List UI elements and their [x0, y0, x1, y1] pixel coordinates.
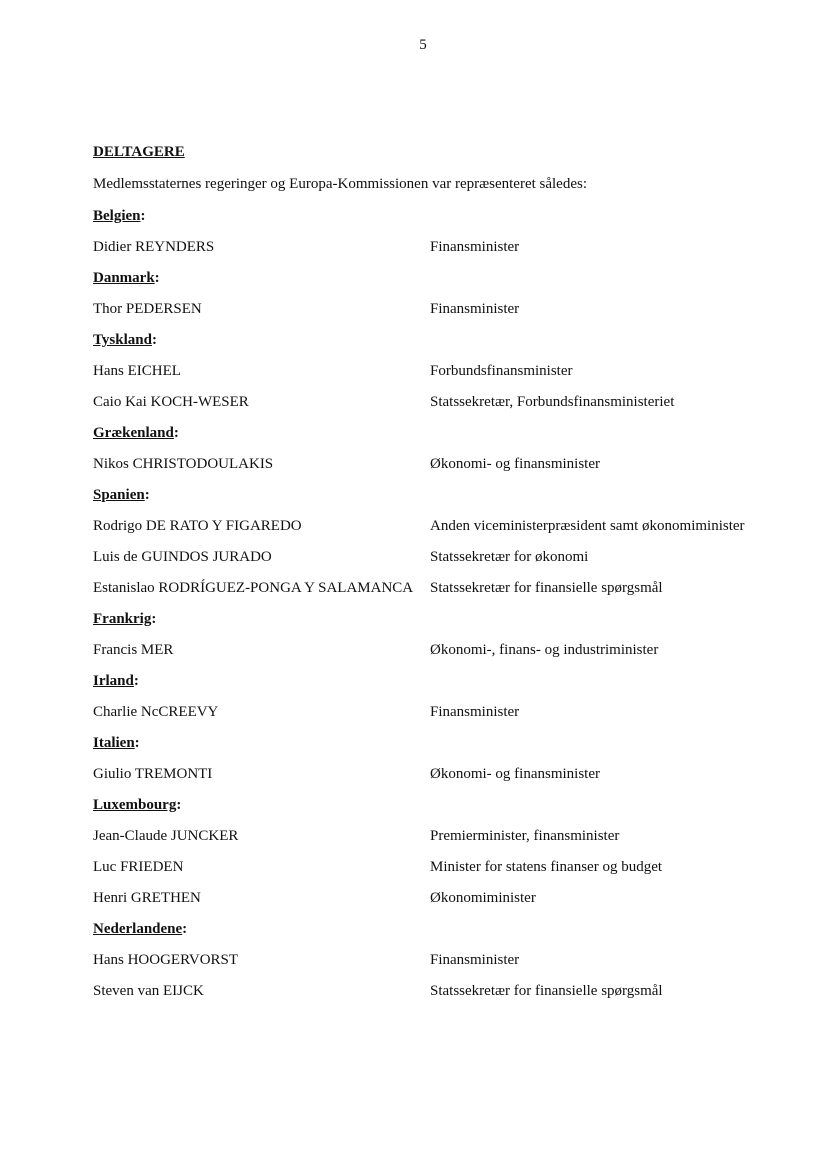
participant-role: Økonomi-, finans- og industriminister: [430, 642, 659, 658]
participant-role: Finansminister: [430, 239, 520, 255]
participant-role: Forbundsfinansminister: [430, 363, 573, 379]
participant-role: Statssekretær for finansielle spørgsmål: [430, 983, 663, 999]
country-heading-frankrig: Frankrig:: [93, 611, 157, 627]
participant-name: Charlie NcCREEVY: [93, 704, 219, 720]
participant-row: [93, 888, 793, 908]
participant-row: [93, 826, 793, 846]
participant-row: [93, 578, 793, 598]
participant-row: [93, 392, 793, 412]
country-name: Nederlandene: [93, 921, 183, 937]
participant-row: [93, 702, 793, 722]
country-name: Belgien: [93, 208, 141, 224]
country-name: Tyskland: [93, 332, 152, 348]
participant-role: Finansminister: [430, 952, 520, 968]
country-name: Italien: [93, 735, 135, 751]
participant-row: [93, 857, 793, 877]
country-heading-danmark: Danmark:: [93, 270, 160, 286]
country-name: Frankrig: [93, 611, 152, 627]
participant-name: Luis de GUINDOS JURADO: [93, 549, 272, 565]
participant-row: [93, 361, 793, 381]
country-name: Danmark: [93, 270, 155, 286]
participant-name: Jean-Claude JUNCKER: [93, 828, 239, 844]
participant-row: [93, 950, 793, 970]
country-name: Spanien: [93, 487, 145, 503]
participant-row: [93, 640, 793, 660]
participant-name: Hans EICHEL: [93, 363, 181, 379]
page-number: 5: [419, 37, 427, 53]
participant-name: Henri GRETHEN: [93, 890, 201, 906]
participant-name: Didier REYNDERS: [93, 239, 215, 255]
country-heading-graekenland: Grækenland:: [93, 425, 179, 441]
participant-name: Hans HOOGERVORST: [93, 952, 239, 968]
participant-name: Rodrigo DE RATO Y FIGAREDO: [93, 518, 302, 534]
country-heading-italien: Italien:: [93, 735, 140, 751]
country-heading-belgien: Belgien:: [93, 208, 146, 224]
country-name: Luxembourg: [93, 797, 177, 813]
participant-role: Økonomi- og finansminister: [430, 456, 600, 472]
country-heading-irland: Irland:: [93, 673, 139, 689]
participant-role: Premierminister, finansminister: [430, 828, 620, 844]
participant-row: [93, 764, 793, 784]
participant-role: Økonomiminister: [430, 890, 536, 906]
participant-name: Estanislao RODRÍGUEZ-PONGA Y SALAMANCA: [93, 580, 414, 596]
participant-row: [93, 237, 793, 257]
country-heading-spanien: Spanien:: [93, 487, 150, 503]
country-name: Grækenland: [93, 425, 174, 441]
country-name: Irland: [93, 673, 134, 689]
participant-role: Minister for statens finanser og budget: [430, 859, 663, 875]
participant-role: Statssekretær for finansielle spørgsmål: [430, 580, 663, 596]
participant-name: Thor PEDERSEN: [93, 301, 202, 317]
participant-name: Nikos CHRISTODOULAKIS: [93, 456, 274, 472]
participants-section: [93, 142, 793, 1012]
participant-role: Anden viceministerpræsident samt økonomiminister: [430, 518, 745, 534]
participant-row: [93, 516, 793, 536]
section-heading: DELTAGERE: [93, 144, 185, 160]
participant-row: [93, 299, 793, 319]
participant-role: Finansminister: [430, 301, 520, 317]
participant-name: Steven van EIJCK: [93, 983, 204, 999]
participant-name: Giulio TREMONTI: [93, 766, 213, 782]
participant-role: Finansminister: [430, 704, 520, 720]
participant-role: Økonomi- og finansminister: [430, 766, 600, 782]
participant-name: Caio Kai KOCH-WESER: [93, 394, 249, 410]
participant-name: Francis MER: [93, 642, 174, 658]
participant-row: [93, 547, 793, 567]
participant-role: Statssekretær, Forbundsfinansministeriet: [430, 394, 675, 410]
country-heading-luxembourg: Luxembourg:: [93, 797, 182, 813]
participant-role: Statssekretær for økonomi: [430, 549, 589, 565]
country-heading-nederlandene: Nederlandene:: [93, 921, 188, 937]
participant-row: [93, 454, 793, 474]
country-heading-tyskland: Tyskland:: [93, 332, 157, 348]
participant-name: Luc FRIEDEN: [93, 859, 184, 875]
intro-text: Medlemsstaternes regeringer og Europa-Kommissionen var repræsenteret således:: [93, 176, 588, 192]
participant-row: [93, 981, 793, 1001]
